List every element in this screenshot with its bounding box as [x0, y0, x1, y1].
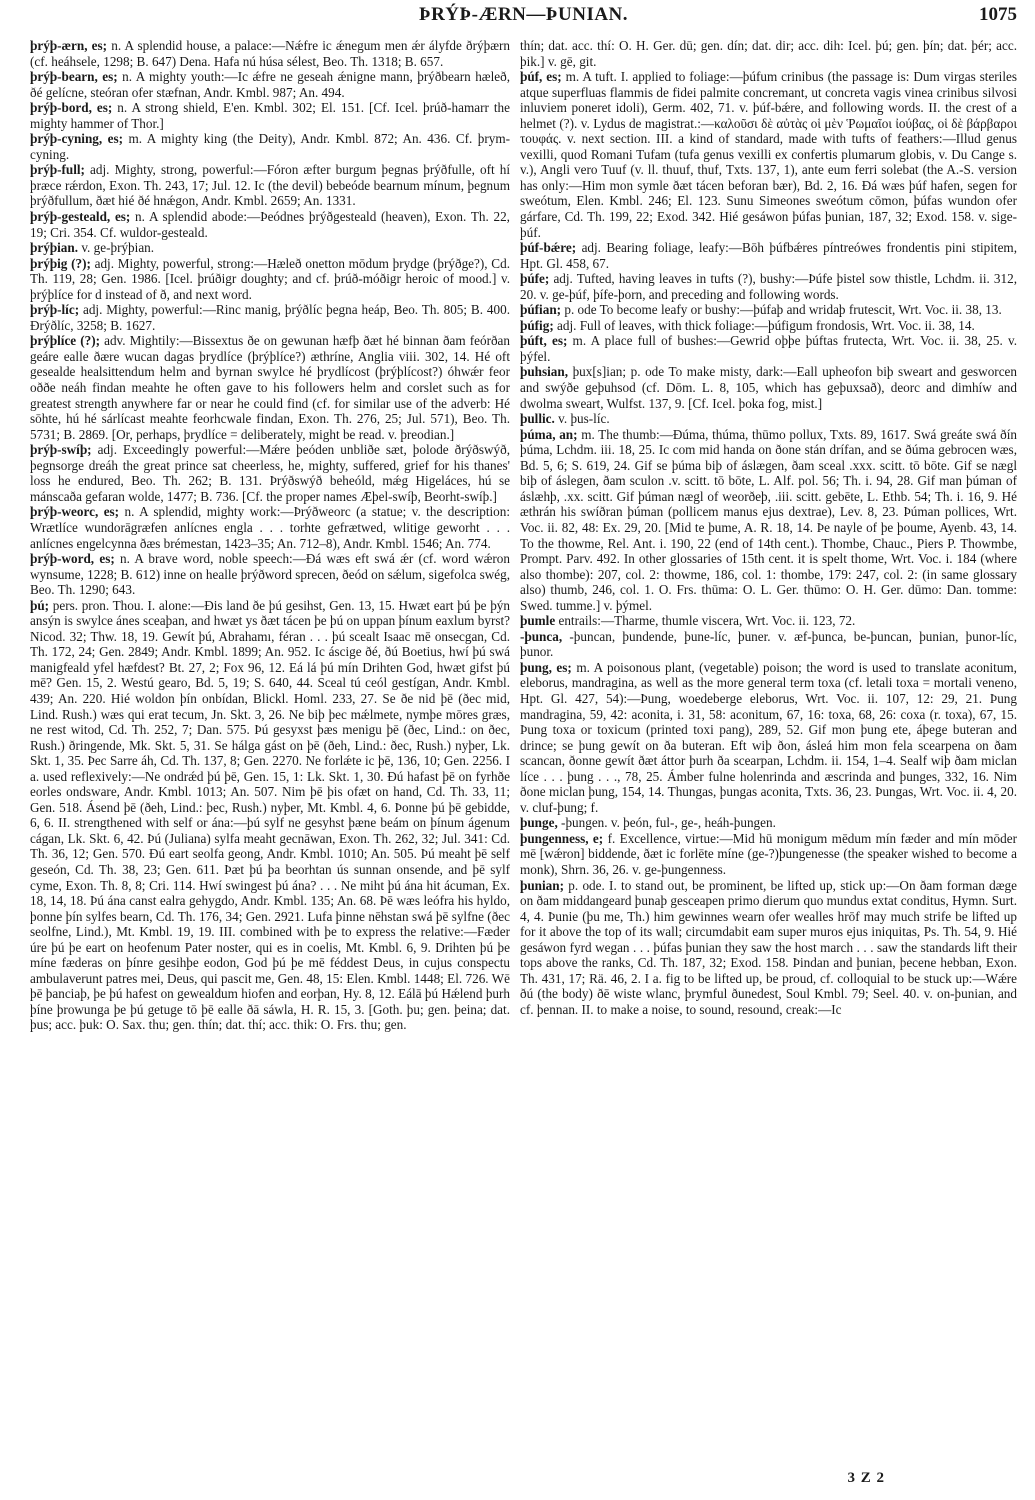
entry-headword: þrýþian. [30, 240, 79, 256]
entry-text: m. The thumb:—Ðúma, thúma, thūmo pollux, Txts. 89, 1617. Swá greáte swá ðín þúma, Lchdm. iii. 18, 25. Ic com mid handa on ðone stán drífan, and se ðúma gebrocen wæs, Bd. 5, 6; S. 619, 24. Gif se þúma biþ of áslægen, ðam sceal .xxx. scitt. tō bōte. Gif se nægl biþ of áslegen, ðam sculon .v. scitt. tō bōte, L. Alf. pol. 56; Th. i. 94, 28. Gif man þúman of áslæhþ, .xx. scitt. Gif þúman nægl of weorðeþ, .iii. scitt. gebēte, L. Ethb. 54; Th. i. 16, 9. Hé æthrán his swíðran þúman (pollicem manus ejus dextrae), Lev. 8, 23. Þúman pollices, Wrt. Voc. ii. 82, 48: Ex. 29, 20. [Mid te þume, A. R. 18, 14. Þe nayle of þe þoume, Ayenb. 43, 14. To the thowme, Rel. Ant. i. 190, 22 (end of 14th cent.). Thombe, Chauc., Piers P. Thowmbe, Prompt. Parv. 492. In other glossaries of 15th cent. it is spelt thome, Wrt. Voc. i. 184 (where also thombe): 207, col. 2: thowme, 186, col. 1: thombe, 179: 247, col. 2: (in same glossary also) thumb, 246, col. 1. O. Frs. thūma: O. L. Ger. thūmo: O. H. Ger. dūmo: Dan. tomme: Swed. tumme.] v. þýmel. [520, 426, 1017, 613]
entry-text: þux[s]ian; p. ode To make misty, dark:—Eall upheofon biþ sweart and gesworcen and swýðe geþuhsod (cf. Dōm. L. 8, 105, which has geþuxsað), deorc and dimhíw and dwolma sweart, Wulfst. 137, 9. [Cf. Icel. þoka fog, mist.] [520, 364, 1017, 411]
dictionary-entry [520, 38, 1017, 69]
entry-headword: þullic. [520, 411, 555, 427]
entry-headword: þúf-bǽre; [520, 240, 577, 256]
entry-text: m. A place full of bushes:—Gewrid oþþe þúftas frutecta, Wrt. Voc. ii. 38, 25. v. þýfel. [520, 333, 1017, 364]
dictionary-entry [520, 271, 1017, 302]
dictionary-entry [30, 38, 510, 69]
entry-headword: þrýþ-ærn, es; [30, 38, 108, 53]
dictionary-entry [30, 69, 510, 100]
entry-headword: þrýþ-full; [30, 162, 85, 178]
dictionary-entry [520, 613, 1017, 629]
dictionary-entry [30, 240, 510, 256]
entry-text: m. A poisonous plant, (vegetable) poison; the word is used to translate aconitum, eleborus, mandragina, as well as the more general term toxa (cf. letali toxa = mortali veneno, Hpt. Gl. 427, 54):—Þung, woedeberge eleborus, Wrt. Voc. ii. 107, 12: 29, 21. Þung mandragina, 59, 42: aconita, i. 31, 58: aconitum, 67, 16: toxa, 68, 26: coxa (r. toxa), 67, 15. Þung toxa or toxicum (printed toxi pang), 289, 52. Gif mon þung ete, áþege buteran and drince; se þung gewít on ða buteran. Eft wiþ ðon, ásleá him mon fela scearpena on ðam scancan, ðonne gewít ðæt áttor þurh ða scearpan, Lchdm. ii. 154, 1–4. Sealf wiþ ðam miclan líce . . . þung . . ., 78, 25. Ámber fulne holenrinda and æscrinda and þunges, 332, 16. Nim ðone miclan þung, 154, 14. Thungas, þungas aconita, Txts. 36, 23. Þungas, Wrt. Voc. ii. 4, 20. v. cluf-þung; f. [520, 659, 1017, 815]
dictionary-entry [520, 878, 1017, 1018]
entry-text: p. ode. I. to stand out, be prominent, be lifted up, stick up:—On ðam forman dæge on ðam middangeard þunaþ gesceapen primo dierum quo mundus extat conditus, Hymn. Surt. 4, 4. Þunie (þu me, Th.) him gewinnes wearn ofer wealles hrōf may much strife be lifted up for it above the top of its wall; circumdabit eam super muros ejus iniquitas, Ps. Th. 54, 9. Hié gesáwon fyrd wegan . . . þúfas þunian they saw the host march . . . saw the standards lift their tops above the ranks, Cd. Th. 187, 32; Exod. 158. Þindan and þunian, þecene hebban, Exon. Th. 431, 17; Rä. 46, 2. I a. fig to be lifted up, be proud, cf. colloquial to be stuck up:—Wǽre ðú (the body) ðē wiste wlanc, þrymful ðunedest, Soul Kmbl. 79; Seel. 40. v. on-þunian, and cf. þennan. II. to make a noise, to sound, resound, creak:—Ic [520, 877, 1017, 1017]
entry-headword: þúfig; [520, 317, 554, 333]
dictionary-entry [520, 240, 1017, 271]
dictionary-entry [520, 831, 1017, 878]
entry-headword: þunian; [520, 877, 564, 893]
dictionary-entry [520, 660, 1017, 815]
dictionary-entry [30, 162, 510, 209]
entry-headword: þung, es; [520, 659, 572, 675]
dictionary-entry [30, 551, 510, 598]
right-column [520, 38, 1017, 1458]
entry-text: -þungen. v. þeón, ful-, ge-, heáh-þungen. [557, 815, 776, 831]
signature-mark: 3 Z 2 [847, 1470, 885, 1486]
dictionary-entry [520, 302, 1017, 318]
dictionary-entry [520, 318, 1017, 334]
dictionary-entry [30, 100, 510, 131]
entry-text: p. ode To become leafy or bushy:—þúfaþ and wridaþ frutescit, Wrt. Voc. ii. 38, 13. [561, 302, 1002, 318]
entry-headword: þrýþ-líc; [30, 302, 80, 318]
entry-text: v. þus-líc. [554, 411, 610, 427]
entry-text: adj. Mighty, strong, powerful:—Fóron æfter burgum þegnas þrýðfulle, oft hí þræce rǽrdon, Exon. Th. 243, 17; Jul. 12. Ic (the devil) bebeóde bearnum mínum, þegnum þrýðfullum, ðæt hié ðé hnǽgon, Andr. Kmbl. 2659; An. 1331. [30, 162, 510, 209]
entry-text: -þuncan, þundende, þune-líc, þuner. v. æf-þunca, be-þuncan, þunian, þunor-líc, þunor. [520, 628, 1017, 660]
dictionary-entry [520, 364, 1017, 411]
dictionary-entry [30, 256, 510, 303]
entry-headword: þungenness, e; [520, 830, 604, 846]
entry-headword: þúf, es; [520, 69, 562, 85]
entry-headword: þúfe; [520, 271, 550, 287]
entry-text: n. A brave word, noble speech:—Ðá wæs eft swá ǽr (cf. word wǽron wynsume, 1228; B. 612) inne on healle þrýðword sprecen, ðeód on sǽlum, sigefolca swég, Beo. Th. 1290; 643. [30, 551, 510, 598]
entry-text: m. A tuft. I. applied to foliage:—þúfum crinibus (the passage is: Dum virgas steriles atque superfluas flammis de fidei palmite concremant, ut concreta vagis vinea crinibus silvosi inluviem poneret idoli), Germ. 402, 71. v. þúf-bǽre, and following words. II. the crest of a helmet (?). v. Lydus de magistrat.:—καλοῦσι δὲ αὐτὰς οἱ μὲν Ῥωμαῖοι ἰούβας, οἱ δὲ βάρβαροι τουφάς. v. next section. III. a kind of standard, made with tufts of feathers:—Illud genus vexilli, quod Romani Tufam (tufa genus vexilli ex confertis plumarum globis, v. Du Cange s. v.), Angli vero Tuuf (v. ll. thuuf, thuf, Txts. 137, 1), ante eum ferri solebat (the A.-S. version has only:—Him mon symle ðæt tácen beforan bær), Bd. 2, 16. Ðá wæs þúf hafen, segen for sweótum, Elen. Kmbl. 246; El. 123. Sunu Simeones sweótum cōmon, þúfas wundon ofer gárfare, Cd. Th. 199, 22; Exod. 342. Hié gesáwon þúfas þunian, 187, 32; Exod. 158. v. sige-þúf. [520, 69, 1017, 240]
entry-headword: þunge, [520, 815, 558, 831]
entry-text: pers. pron. Thou. I. alone:—Ðis land ðe þú gesihst, Gen. 13, 15. Hwæt eart þú þe þýn ansýn is swylce ánes sceaþan, and hwæt ys ðæt tácen þe þú on uppan þínum eaxlum byrst? Nicod. 32; Thw. 18, 19. Gewít þú, Abrahamı, féran . . . þú scealt Isaac mē onsecgan, Cd. Th. 172, 24; Gen. 2849; Andr. Kmbl. 1899; An. 952. Ic áscige ðé, ðú Boetius, hwí þú swá manigfeald yfel hæfdest? Bt. 27, 2; Fox 96, 12. Eá lá þú mín Drihten God, hwæt gifst þú mē? Gen. 15, 2. Westú gearo, Bd. 5, 19; S. 640, 44. Sceal tú ceól gestígan, Andr. Kmbl. 439; An. 220. Hié woldon þín onbídan, Blickl. Homl. 233, 27. Se ðe nid þē (ðec mid, Lind. Rush.) wæs qui erat tecum, Jn. Skt. 3, 26. Ne biþ þec mǽlmete, nymþe mōres græs, ne rest witod, Cd. Th. 252, 7; Dan. 575. Þú gesyxst þæs menigu þē (ðec, Lind.: on ðec, Rush.) ðringende, Mk. Skt. 5, 31. Se hálga gást on þē (ðeh, Lind.: ðec, Rush.) nyþer, Lk. Skt. 1, 35. Þec Sarre áh, Cd. Th. 137, 8; Gen. 2270. Ne forlǽte ic þē, 136, 10; Gen. 2256. I a. used reflexively:—Ne ondrǽd þú þē, Gen. 15, 1: Lk. Skt. 1, 30. Ðú hafast þē on fyrhðe eorles ondsware, Andr. Kmbl. 1013; An. 507. Nim þē þis ofæt on hand, Cd. Th. 33, 11; Gen. 518. Ásend þē (ðeh, Lind.: þec, Rush.) nyþer, Mt. Kmbl. 4, 6. Þonne þú þē gebidde, 6, 6. II. strengthened with self or ána:—þú sylf ne gesyhst þæne beám on þínum ágenum cágan, Lk. Skt. 6, 42. Þú (Juliana) sylfa meaht gecnāwan, Exon. Th. 262, 32; Jul. 341: Cd. Th. 36, 12; Gen. 570. Ðú eart seolfa geong, Andr. Kmbl. 1010; An. 505. Þú meaht þē self geseón, Cd. Th. 38, 23; Gen. 611. Þæt þú þa beorhtan ús sunnan onsende, and þē sylf cyme, Exon. Th. 8, 8; Cri. 114. Hwí swingest þú ána? . . . Ne miht þú ána hit ácuman, Ex. 18, 14, 18. Þú ána canst ealra gehygdo, Andr. Kmbl. 135; An. 68. Þē wæs leófra his hyldo, þonne þín sylfes bearn, Cd. Th. 176, 34; Gen. 2921. Lufa þinne nēhstan swá þē sylfne (ðec seolfne, Lind.), Mt. Kmbl. 19, 19. III. combined with þe to express the relative:—Fæder úre þú þe eart on heofenum Pater noster, qui es in coelis, Mt. Kmbl. 6, 9. Drihten þú þe míne fæderas on þínre gesihþe eodon, God þú þe mē féddest Deus, in cujus conspectu ambulaverunt patres mei, Deus, qui pascit me, Gen. 48, 15: Elen. Kmbl. 1448; El. 726. Wē þē þanciaþ, þe þú hafest on gewealdum hiofen and eorþan, Hy. 8, 12. Eálā þú Hǽlend þurh þíne þrowunga þe þú getuge tō þē ealle ðā sáwla, H. R. 15, 3. [Goth. þu; gen. þeina; dat. þus; acc. þuk: O. Sax. thu; gen. thín; dat. thí; acc. thik: O. Frs. thu; gen. [30, 597, 510, 1033]
entry-text: n. A splendid house, a palace:—Nǽfre ic ǽnegum men ǽr ályfde ðrýþærn (cf. heáhsele, 1298; B. 647) Dena. Hafa nú húsa sélest, Beo. Th. 1318; B. 657. [30, 38, 510, 69]
entry-text: adv. Mightily:—Bissextus ðe on gewunan hæfþ ðæt hé binnan ðam feórðan geáre ealle ðære wucan dagas þrydlíce (þrýþlíce?) æthríne, Anglia viii. 302, 14. Hé oft gesealde healsittendum helm and byrnan swylce hé þrydlícost (þrýþlícost?) óhwǽr feor oððe neáh findan meahte he often gave to his followers helm and corslet such as for greatest strength anywhere far or near he could find (cf. for similar use of the adverb: Hé sōhte, hú hé sárlícast meahte feorhcwale findan, Exon. Th. 276, 25; Jul. 571), Beo. Th. 5731; B. 2869. [Or, perhaps, þrydlíce = deliberately, might be read. v. þreodian.] [30, 333, 510, 442]
entry-headword: þrýþ-gesteald, es; [30, 209, 131, 225]
entry-headword: þrýþ-cyning, es; [30, 131, 124, 147]
entry-text: adj. Tufted, having leaves in tufts (?), bushy:—Þúfe þistel sow thistle, Lchdm. ii. 312, 20. v. ge-þúf, þífe-þorn, and preceding and following words. [520, 271, 1017, 302]
entry-headword: þuhsian, [520, 364, 569, 380]
entry-text: adj. Mighty, powerful:—Rinc manig, þrýðlíc þegna heáp, Beo. Th. 805; B. 400. Ðrýðlíc, 3258; B. 1627. [30, 302, 510, 333]
running-head: ÞRÝÞ-ÆRN—ÞUNIAN. [418, 4, 629, 25]
dictionary-entry [520, 427, 1017, 614]
dictionary-entry [520, 333, 1017, 364]
entry-text: adj. Mighty, powerful, strong:—Hæleð onetton mōdum þrydge (þrýðge?), Cd. Th. 119, 28; Gen. 1986. [Icel. þrúðigr doughty; and cf. þrúð-móðigr heroic of mood.] v. þrýþlíce for d instead of ð, and next word. [30, 255, 510, 302]
entry-text: n. A splendid, mighty work:—Þrýðweorc (a statue; v. the description: Wrætlíce wundorāgræfen anlícnes engla . . . torhte gefrætwed, wlitige geworht . . . anlícnes engelcynna ðæs brémestan, 1423–35; An. 712–8), Andr. Kmbl. 1546; An. 774. [30, 504, 510, 551]
dictionary-entry [30, 504, 510, 551]
dictionary-entry [520, 411, 1017, 427]
entry-text: f. Excellence, virtue:—Mid hū monigum mēdum mín fæder and mín mōder mē [wǽron] biddende, ðæt ic forlēte míne (ge-?)þungenesse (the speaker wished to become a monk), Shrn. 36, 26. v. ge-þungenness. [520, 830, 1017, 877]
entry-headword: þrýþig (?); [30, 255, 91, 271]
page-number: 1075 [979, 4, 1017, 25]
dictionary-entry [30, 209, 510, 240]
entry-text: adj. Exceedingly powerful:—Mǽre þeóden unbliðe sæt, þolode ðrýðswýð, þegnsorge dreáh the great prince sat cheerless, he, mighty, suffered, grief for his thanes' loss he endured, Beo. Th. 262; B. 131. Þrýðswýð beheóld, mǽg Higeláces, hú se mánscaða gefaran wolde, 1477; B. 736. [Cf. the proper names Æþel-swíþ, Beorht-swíþ.] [30, 442, 510, 504]
entry-headword: þúft, es; [520, 333, 568, 349]
entry-text: n. A strong shield, E'en. Kmbl. 302; El. 151. [Cf. Icel. þrúð-hamarr the mighty hammer of Thor.] [30, 100, 510, 131]
entry-headword: þumle [520, 613, 556, 629]
entry-headword: þrýþ-swíþ; [30, 442, 92, 458]
dictionary-entry [520, 69, 1017, 240]
page-header [30, 4, 1017, 32]
entry-headword: þrýþlíce (?); [30, 333, 101, 349]
dictionary-entry [520, 815, 1017, 831]
entry-text: m. A mighty king (the Deity), Andr. Kmbl. 872; An. 436. Cf. þrym-cyning. [30, 131, 510, 162]
dictionary-entry [30, 333, 510, 442]
dictionary-entry [30, 131, 510, 162]
entry-text: adj. Full of leaves, with thick foliage:—þúfigum frondosis, Wrt. Voc. ii. 38, 14. [553, 317, 975, 333]
entry-headword: -þunca, [520, 628, 563, 644]
dictionary-entry [30, 442, 510, 504]
entry-text: v. ge-þrýþian. [78, 240, 155, 256]
entry-headword: þrýþ-weorc, es; [30, 504, 120, 520]
entry-headword: þrýþ-bord, es; [30, 100, 113, 116]
dictionary-entry [520, 629, 1017, 660]
entry-headword: þúfian; [520, 302, 562, 318]
entry-text: n. A splendid abode:—Þeódnes þrýðgesteald (heaven), Exon. Th. 22, 19; Cri. 354. Cf. wuldor-gesteald. [30, 209, 510, 240]
entry-headword: þúma, an; [520, 426, 578, 442]
entry-text: thín; dat. acc. thí: O. H. Ger. dū; gen. dín; dat. dir; acc. dih: Icel. þú; gen. þín; dat. þér; acc. þik.] v. gē, git. [520, 38, 1017, 69]
dictionary-entry [30, 302, 510, 333]
entry-headword: þrýþ-bearn, es; [30, 69, 118, 85]
entry-text: adj. Bearing foliage, leafy:—Bōh þúfbǽres píntreówes frondentis pini stipitem, Hpt. Gl. 458, 67. [520, 240, 1017, 271]
entry-text: entrails:—Tharme, thumle viscera, Wrt. Voc. ii. 123, 72. [555, 613, 856, 629]
left-column [30, 38, 510, 1458]
entry-text: n. A mighty youth:—Ic ǽfre ne geseah ǽnigne mann, þrýðbearn hæleð, ðé gelícne, steóran ofer stæfnan, Andr. Kmbl. 987; An. 494. [30, 69, 510, 100]
dictionary-entry [30, 598, 510, 1033]
entry-headword: þrýþ-word, es; [30, 551, 115, 567]
entry-headword: þú; [30, 597, 50, 613]
